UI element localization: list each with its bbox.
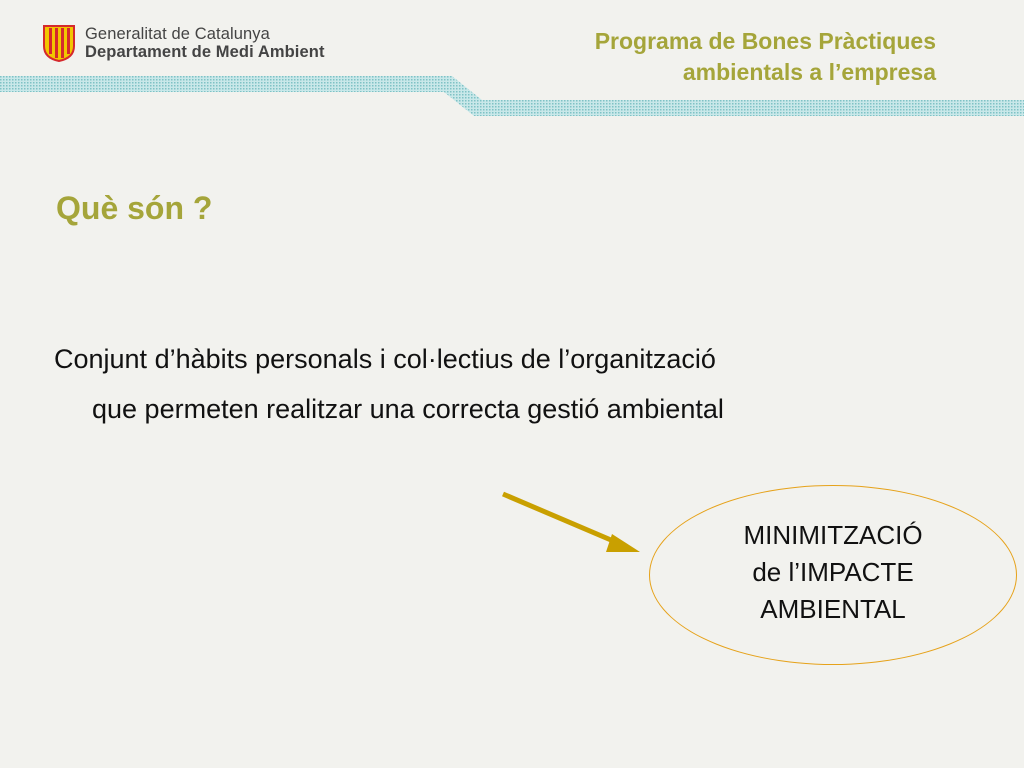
- program-title-line1: Programa de Bones Pràctiques: [594, 28, 936, 54]
- outcome-text: [649, 517, 1017, 628]
- department-name: Departament de Medi Ambient: [85, 43, 325, 61]
- header-divider-band: [0, 70, 1024, 120]
- org-name: Generalitat de Catalunya: [85, 25, 270, 43]
- program-title-line2: ambientals a l’empresa: [682, 59, 936, 85]
- outcome-line1: MINIMITZACIÓ: [743, 520, 923, 550]
- generalitat-logo: [42, 24, 325, 62]
- generalitat-seal-icon: [42, 24, 76, 62]
- outcome-line2: de l’IMPACTE: [752, 557, 914, 587]
- outcome-line3: AMBIENTAL: [760, 594, 906, 624]
- definition-text: Conjunt d’hàbits personals i col·lectius de l’organització que permeten realitzar una correcta gestió ambiental: [54, 344, 724, 424]
- slide-title: Què són ?: [56, 190, 213, 226]
